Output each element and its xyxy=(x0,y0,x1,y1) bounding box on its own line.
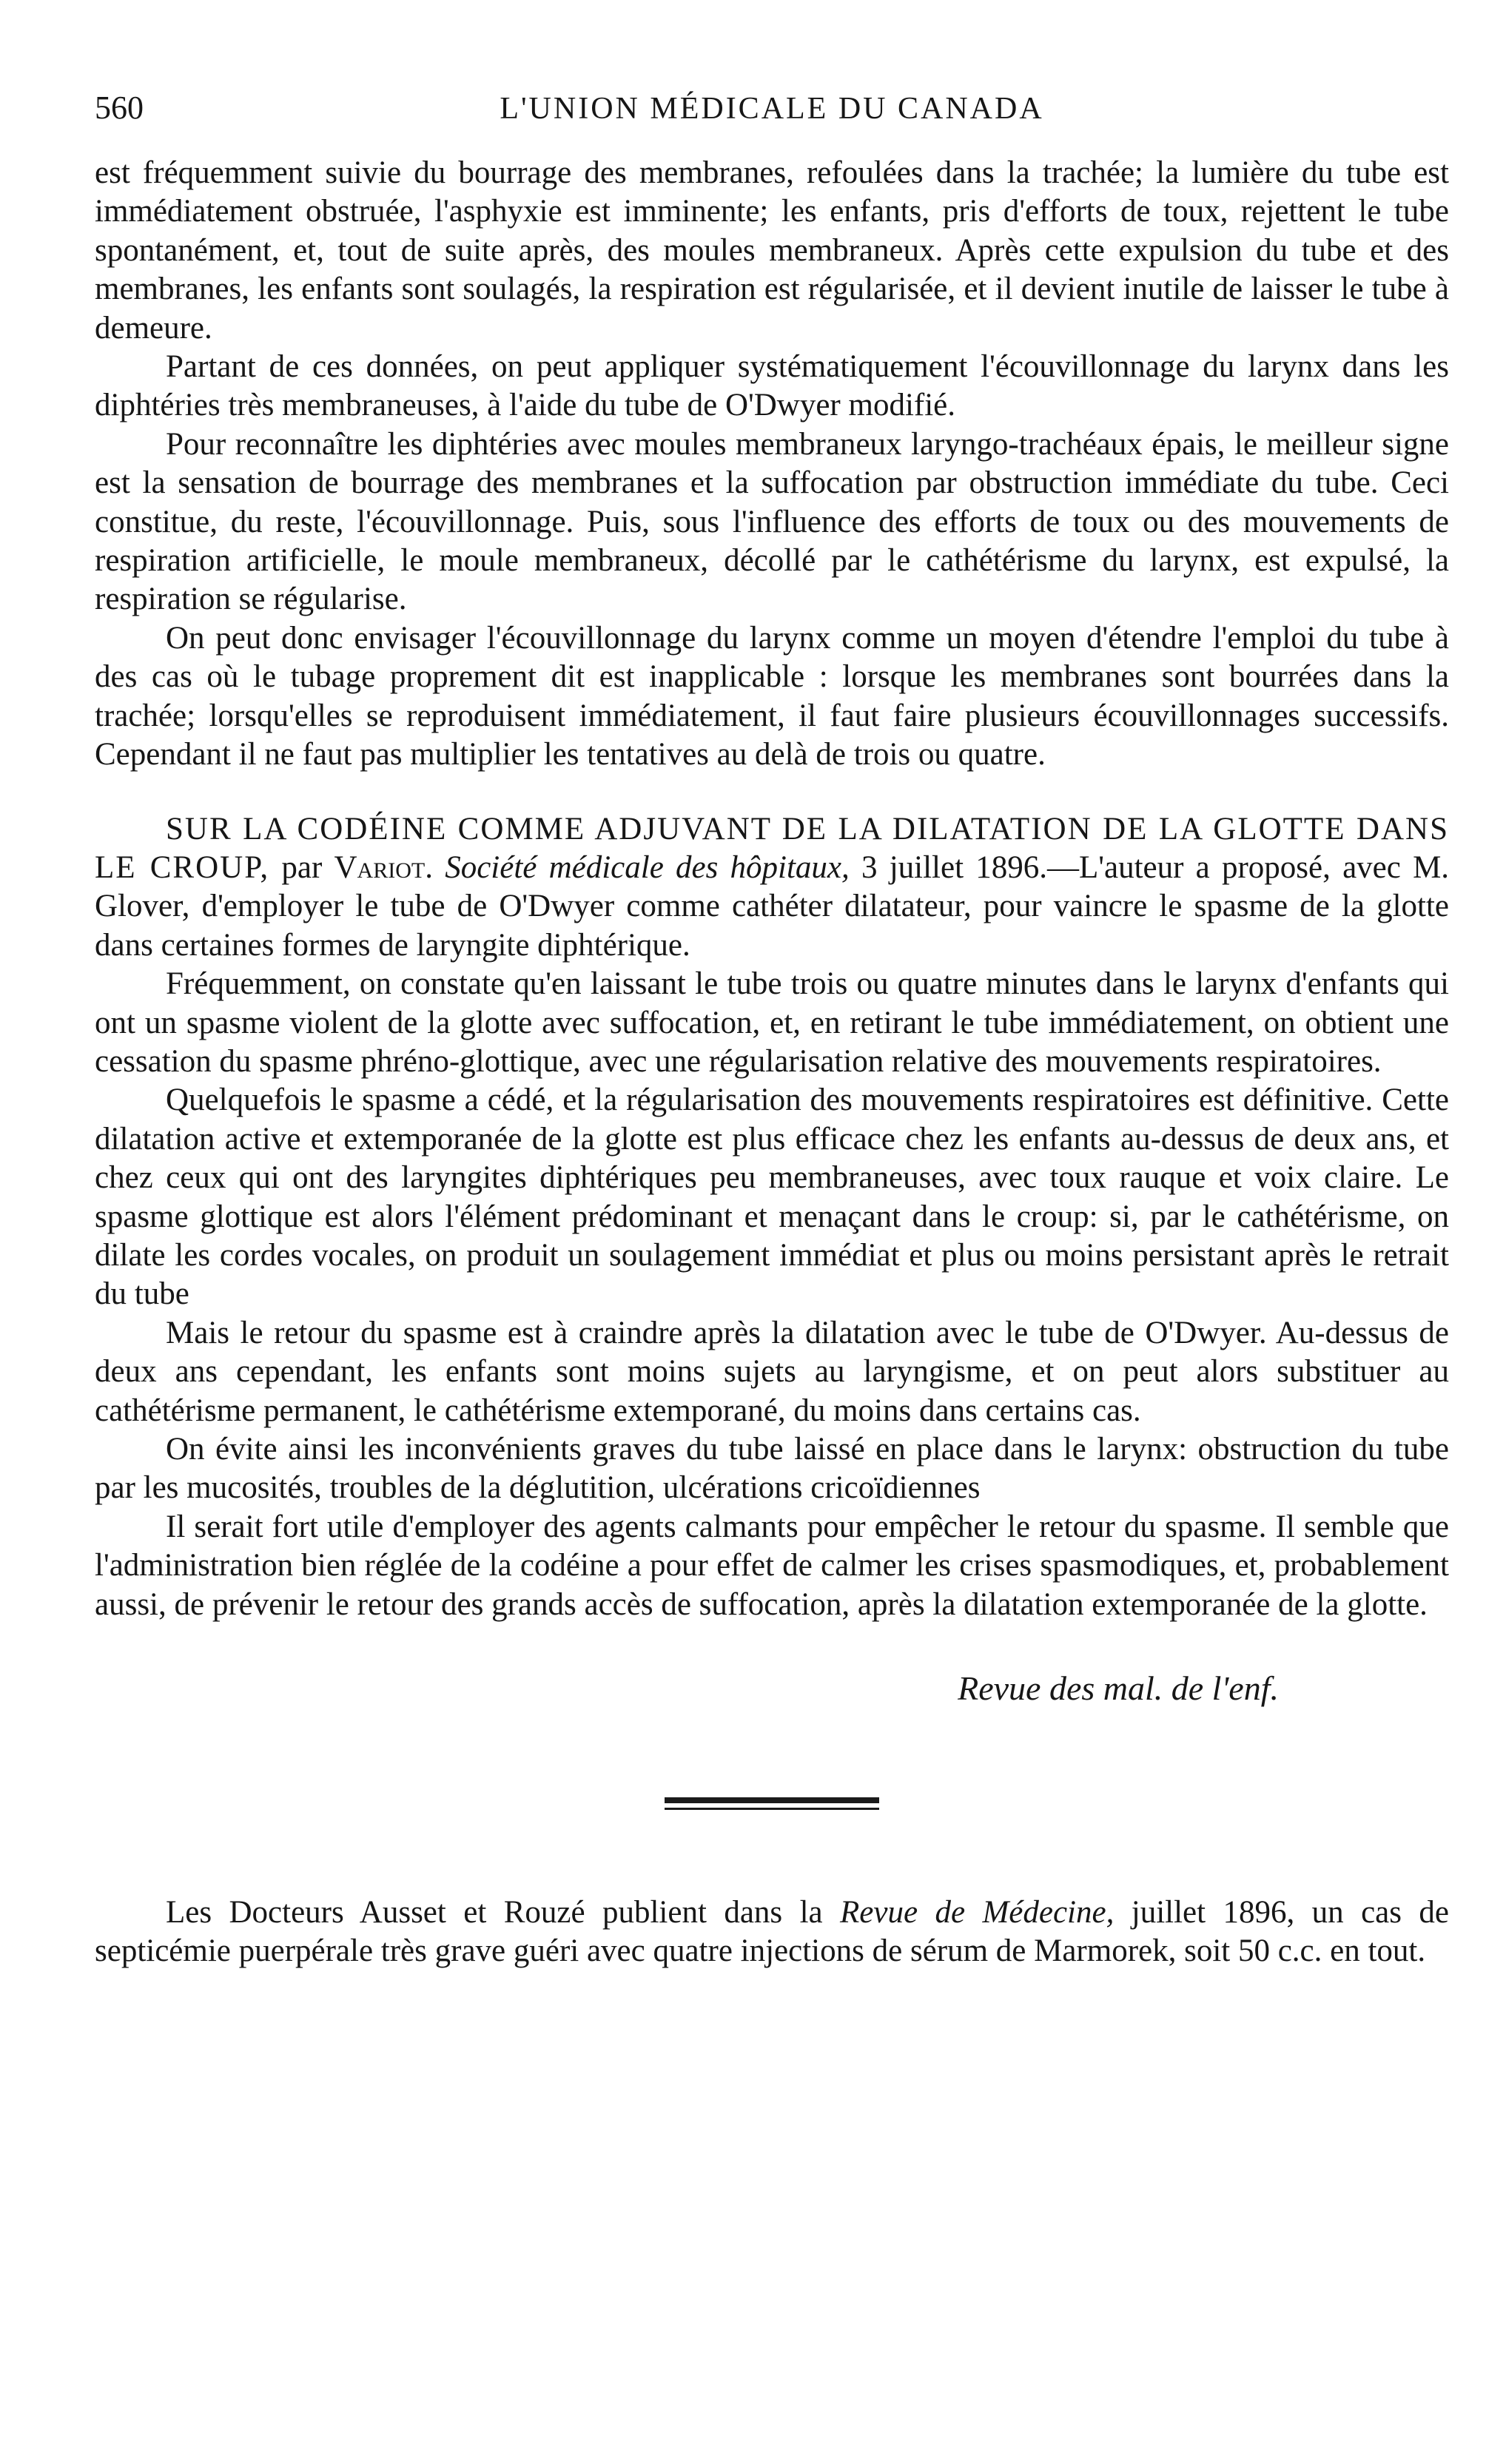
paragraph: On évite ainsi les inconvénients graves du tube laissé en place dans le larynx: obstruction du tube par les mucosités, troubles de la déglutition, ulcérations cricoïdiennes xyxy=(95,1432,1449,1506)
news-lead: Les Docteurs Ausset et Rouzé publient dans la xyxy=(166,1895,823,1931)
news-journal: Revue de Médecine, xyxy=(840,1895,1115,1931)
article-signature: Revue des mal. de l'enf. xyxy=(958,1669,1279,1708)
paragraph: Fréquemment, on constate qu'en laissant le tube trois ou quatre minutes dans le larynx d'enfants qui ont un spasme violent de la glotte avec suffocation, et, en retirant le tube immédiatement, on obtient une cessation du spasme phréno-glottique, avec une régularisation relative des mouvements respiratoires. xyxy=(95,966,1449,1079)
news-item xyxy=(95,1894,1449,1971)
page-header xyxy=(95,89,1449,148)
news-paragraph xyxy=(95,1894,1449,1971)
paragraph-continued: est fréquemment suivie du bourrage des membranes, refoulées dans la trachée; la lumière du tube est immédiatement obstruée, l'asphyxie est imminente; les enfants, pris d'efforts de toux, rejettent le tube spontanément, et, tout de suite après, des moules membraneux. Après cette expulsion du tube et des membranes, les enfants sont soulagés, la respiration est régularisée, et il devient inutile de laisser le tube à demeure. xyxy=(95,155,1449,346)
document-page xyxy=(95,89,1449,1971)
article-lead: 3 juillet 1896.—L'auteur a proposé, avec M. Glover, d'employer le tube de O'Dwyer comme cathéter dilatateur, pour vaincre le spasme de la glotte dans certaines formes de laryngite diphtérique. xyxy=(95,849,1450,963)
codeine-article xyxy=(95,810,1449,1709)
news-rest: juillet 1896, un cas de septicémie puerpérale très grave guéri avec quatre injections de sérum de Marmorek, soit 50 c.c. en tout. xyxy=(95,1895,1450,1969)
paragraph: On peut donc envisager l'écouvillonnage du larynx comme un moyen d'étendre l'emploi du tube à des cas où le tubage proprement dit est inapplicable : lorsque les membranes sont bourrées dans la trachée; lorsqu'elles se reproduisent immédiatement, il faut faire plusieurs écouvillonnages successifs. Cependant il ne faut pas multiplier les tentatives au delà de trois ou quatre. xyxy=(95,620,1449,772)
paragraph: Mais le retour du spasme est à craindre après la dilatation avec le tube de O'Dwyer. Au-dessus de deux ans cependant, les enfants sont moins sujets au laryngisme, et on peut alors substituer au cathétérisme permanent, le cathétérisme extemporané, du moins dans certains cas. xyxy=(95,1315,1449,1428)
paragraph: Quelquefois le spasme a cédé, et la régularisation des mouvements respiratoires est définitive. Cette dilatation active et extemporanée de la glotte est plus efficace chez les enfants au-dessus de deux ans, et chez ceux qui ont des laryngites diphtériques peu membraneuses, avec toux rauque et voix claire. Le spasme glottique est alors l'élément prédominant et menaçant dans le croup: si, par le cathétérisme, on dilate les cordes vocales, on produit un soulagement immédiat et plus ou moins persistant après le retrait du tube xyxy=(95,1083,1449,1312)
article-author: Variot. xyxy=(334,849,433,885)
article-title: SUR LA CODÉINE COMME ADJUVANT DE LA DILATATION DE LA GLOTTE DANS LE CROUP, xyxy=(95,811,1449,885)
article-source: Société médicale des hôpitaux, xyxy=(445,849,850,885)
article-by: par xyxy=(281,849,323,885)
separator-rule-thick xyxy=(665,1797,879,1803)
paragraph: Il serait fort utile d'employer des agents calmants pour empêcher le retour du spasme. Il semble que l'administration bien réglée de la codéine a pour effet de calmer les crises spasmodiques, et, probablement aussi, de prévenir le retour des grands accès de suffocation, après la dilatation extemporanée de la glotte. xyxy=(95,1509,1449,1622)
page-number: 560 xyxy=(95,90,144,126)
paragraph: Partant de ces données, on peut appliquer systématiquement l'écouvillonnage du larynx dans les diphtéries très membraneuses, à l'aide du tube de O'Dwyer modifié. xyxy=(95,349,1449,423)
running-title: L'UNION MÉDICALE DU CANADA xyxy=(500,92,1044,126)
section-separator xyxy=(665,1797,879,1812)
continued-article xyxy=(95,154,1449,775)
article-heading-paragraph xyxy=(95,810,1449,966)
paragraph: Pour reconnaître les diphtéries avec moules membraneux laryngo-trachéaux épais, le meilleur signe est la sensation de bourrage des membranes et la suffocation par obstruction immédiate du tube. Ceci constitue, du reste, l'écouvillonnage. Puis, sous l'influence des efforts de toux ou des mouvements de respiration artificielle, le moule membraneux, décollé par le cathétérisme du larynx, est expulsé, la respiration se régularise. xyxy=(95,426,1449,617)
separator-rule-thin xyxy=(665,1808,879,1810)
